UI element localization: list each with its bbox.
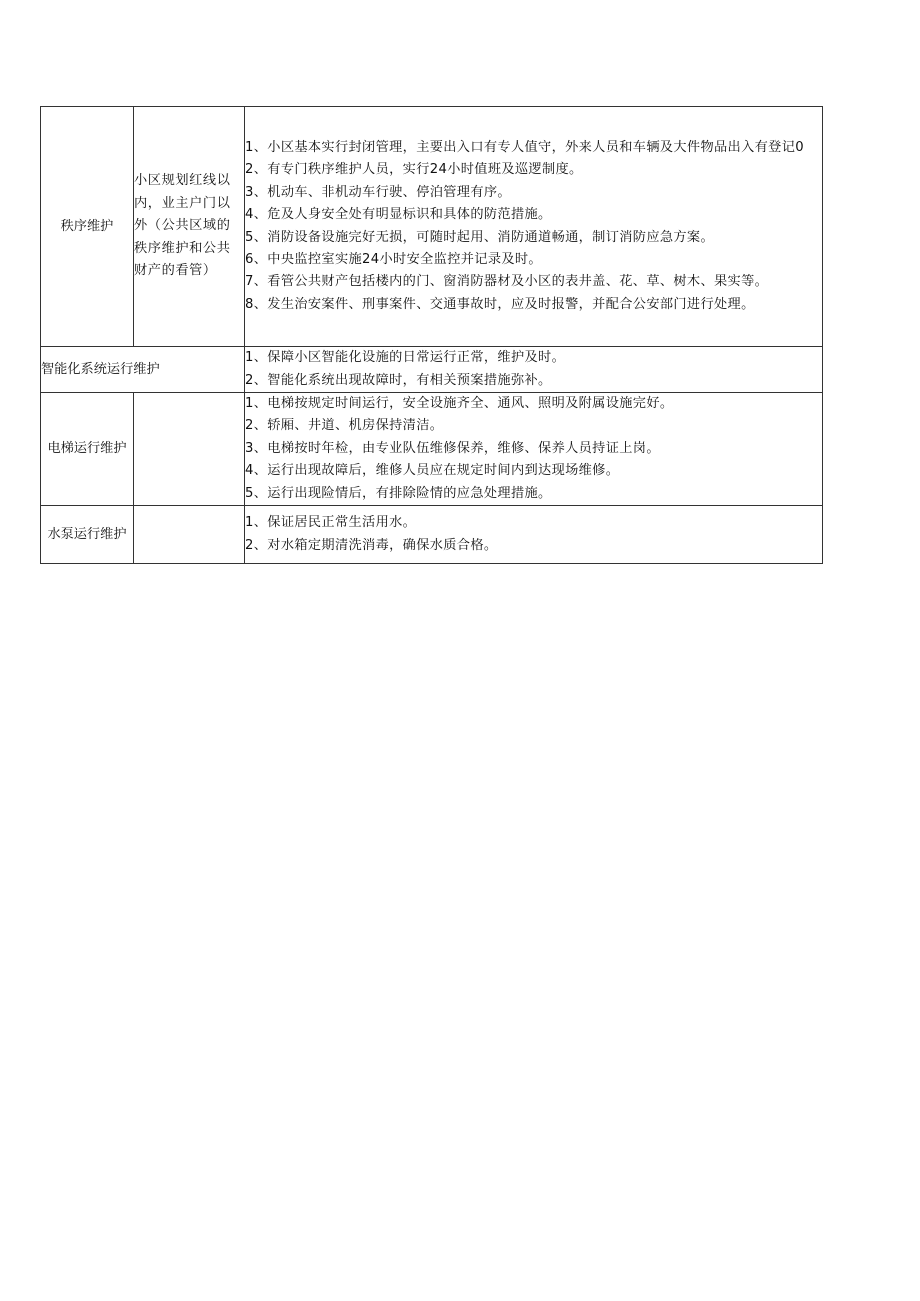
requirement-item: 3、机动车、非机动车行驶、停泊管理有序。 <box>245 184 511 200</box>
requirements-cell <box>245 393 823 506</box>
requirement-item: 2、对水箱定期清洗消毒，确保水质合格。 <box>245 537 498 553</box>
requirement-item: 5、消防设备设施完好无损，可随时起用、消防通道畅通，制订消防应急方案。 <box>245 229 715 245</box>
requirement-item: 1、小区基本实行封闭管理，主要出入口有专人值守，外来人员和车辆及大件物品出入有登记0 <box>245 139 804 155</box>
requirement-item: 1、电梯按规定时间运行，安全设施齐全、通风、照明及附属设施完好。 <box>245 396 674 411</box>
requirement-item: 1、保障小区智能化设施的日常运行正常，维护及时。 <box>245 350 566 366</box>
table-row <box>41 393 823 506</box>
service-standards-table <box>40 106 823 564</box>
requirements-cell <box>245 347 823 393</box>
requirement-item: 3、电梯按时年检，由专业队伍维修保养，维修、保养人员持证上岗。 <box>245 440 660 456</box>
category-label: 智能化系统运行维护 <box>41 361 160 377</box>
category-label: 秩序维护 <box>60 218 114 234</box>
category-cell <box>41 107 134 347</box>
requirement-item: 4、运行出现故障后，维修人员应在规定时间内到达现场维修。 <box>245 463 620 479</box>
category-label: 电梯运行维护 <box>47 441 127 457</box>
scope-cell <box>134 506 245 564</box>
scope-cell <box>134 393 245 506</box>
requirement-item: 5、运行出现险情后，有排除险情的应急处理措施。 <box>245 485 552 501</box>
requirement-item: 8、发生治安案件、刑事案件、交通事故时，应及时报警，并配合公安部门进行处理。 <box>245 296 755 312</box>
category-cell <box>41 347 245 393</box>
scope-text: 小区规划红线以内，业主户门以外（公共区域的秩序维护和公共财产的看管） <box>134 173 231 279</box>
requirement-item: 2、智能化系统出现故障时，有相关预案措施弥补。 <box>245 372 552 388</box>
table-row <box>41 107 823 347</box>
scope-cell <box>134 107 245 347</box>
category-cell <box>41 506 134 564</box>
category-label: 水泵运行维护 <box>47 526 127 542</box>
requirement-item: 7、看管公共财产包括楼内的门、窗消防器材及小区的表井盖、花、草、树木、果实等。 <box>245 274 769 290</box>
category-cell <box>41 393 134 506</box>
requirement-item: 4、危及人身安全处有明显标识和具体的防范措施。 <box>245 207 552 223</box>
requirement-item: 6、中央监控室实施24小时安全监控并记录及时。 <box>245 251 542 267</box>
requirements-cell <box>245 107 823 347</box>
table-row <box>41 506 823 564</box>
requirement-item: 2、有专门秩序维护人员，实行24小时值班及巡逻制度。 <box>245 162 583 178</box>
requirement-item: 1、保证居民正常生活用水。 <box>245 515 417 531</box>
requirements-cell <box>245 506 823 564</box>
requirement-item: 2、轿厢、井道、机房保持清洁。 <box>245 418 444 434</box>
table-row <box>41 347 823 393</box>
